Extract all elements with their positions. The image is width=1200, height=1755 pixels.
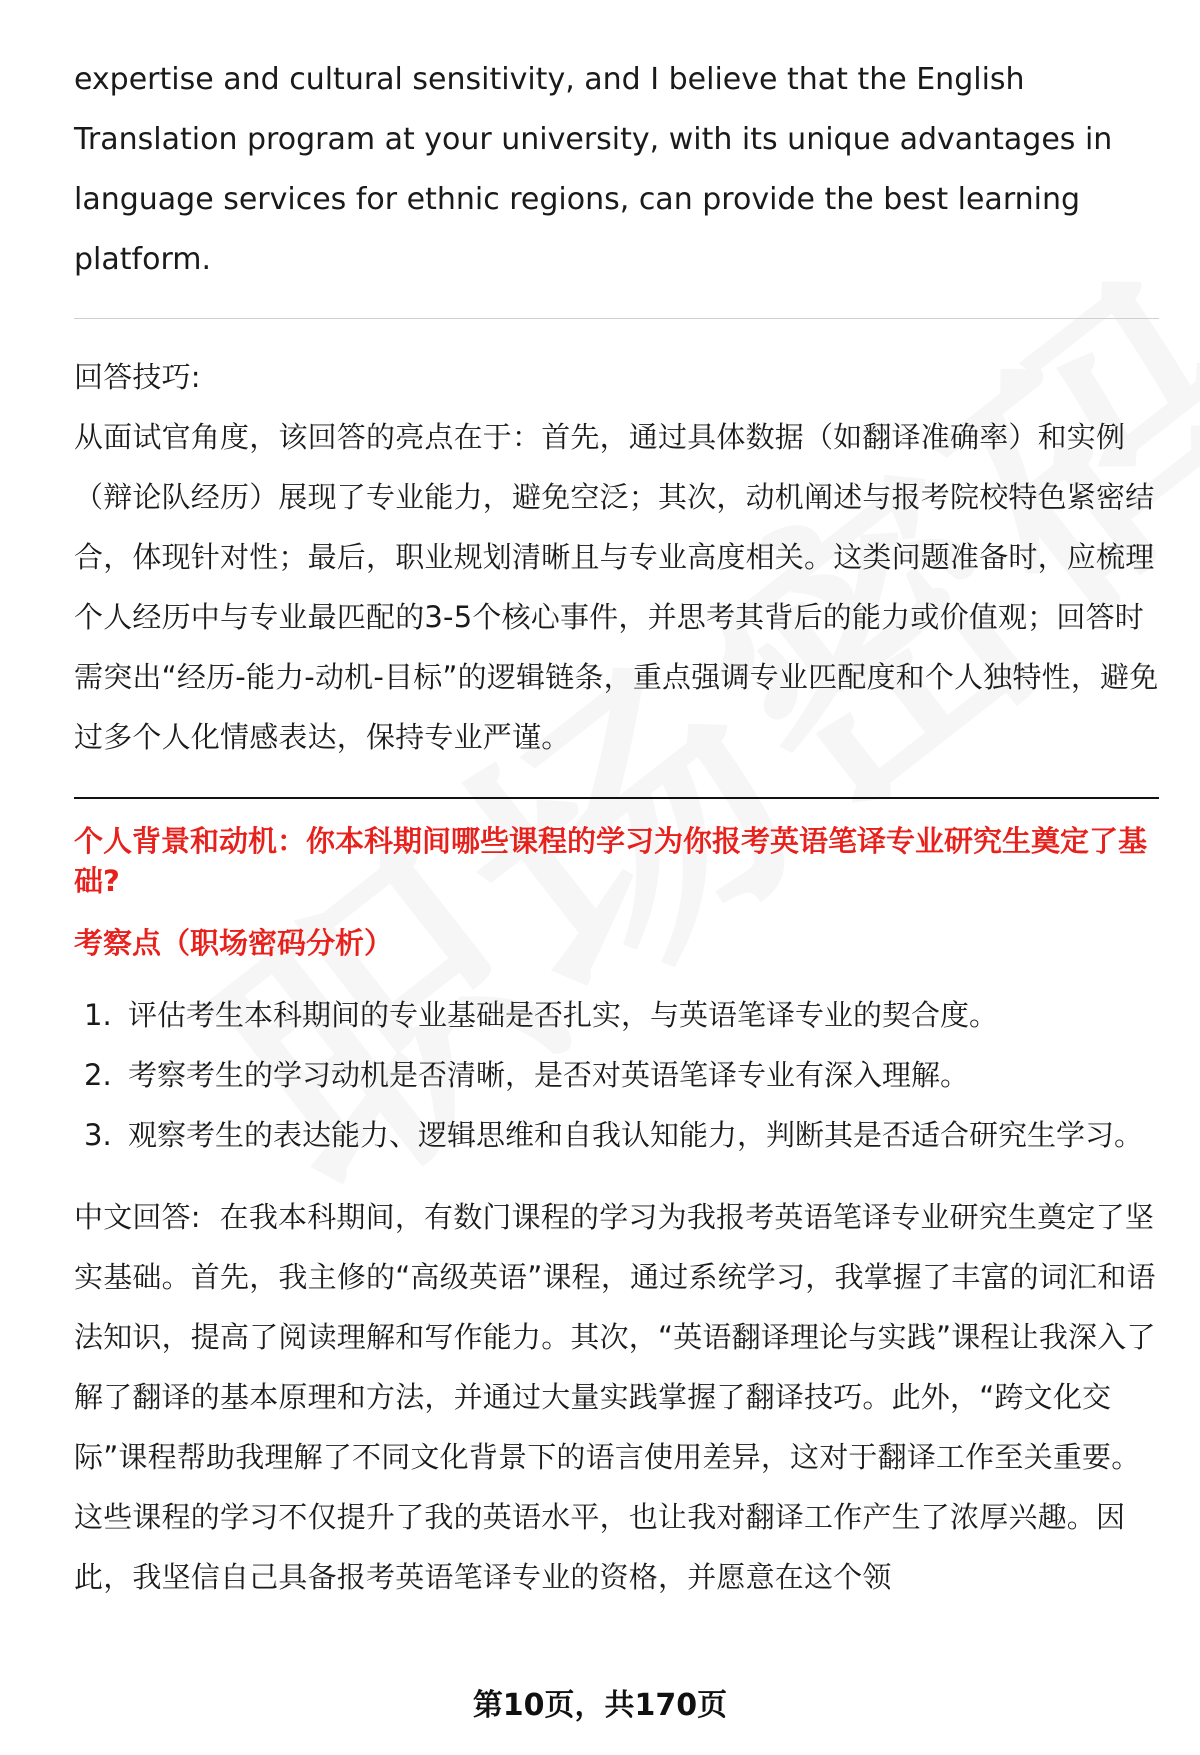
list-number: 2. — [84, 1058, 112, 1092]
english-paragraph: expertise and cultural sensitivity, and I believe that the English Translation program at your university, with its unique advantages in language services for ethnic regions, can provide the best learning platform. — [74, 62, 1113, 277]
list-text: 评估考生本科期间的专业基础是否扎实，与英语笔译专业的契合度。 — [128, 998, 999, 1032]
divider-dark — [74, 797, 1159, 799]
page-number: 第10页，共170页 — [472, 1688, 728, 1723]
chinese-answer-body: 在我本科期间，有数门课程的学习为我报考英语笔译专业研究生奠定了坚实基础。首先，我主修的“高级英语”课程，通过系统学习，我掌握了丰富的词汇和语法知识，提高了阅读理解和写作能力。其次，“英语翻译理论与实践”课程让我深入了解了翻译的基本原理和方法，并通过大量实践掌握了翻译技巧。此外，“跨文化交际”课程帮助我理解了不同文化背景下的语言使用差异，这对于翻译工作至关重要。这些课程的学习不仅提升了我的英语水平，也让我对翻译工作产生了浓厚兴趣。因此，我坚信自己具备报考英语笔译专业的资格，并愿意在这个领 — [74, 1200, 1156, 1594]
assessment-subheading: 考察点（职场密码分析） — [74, 926, 394, 960]
divider-light — [74, 318, 1159, 319]
assessment-points — [74, 985, 1159, 1165]
tips-body: 从面试官角度，该回答的亮点在于：首先，通过具体数据（如翻译准确率）和实例（辩论队经历）展现了专业能力，避免空泛；其次，动机阐述与报考院校特色紧密结合，体现针对性；最后，职业规划清晰且与专业高度相关。这类问题准备时，应梳理个人经历中与专业最匹配的3-5个核心事件，并思考其背后的能力或价值观；回答时需突出“经历-能力-动机-目标”的逻辑链条，重点强调专业匹配度和个人独特性，避免过多个人化情感表达，保持专业严谨。 — [74, 420, 1159, 754]
list-item — [74, 1105, 1159, 1165]
tips-label: 回答技巧: — [74, 360, 201, 394]
list-item — [74, 1045, 1159, 1105]
list-number: 1. — [84, 998, 112, 1032]
question-title: 个人背景和动机：你本科期间哪些课程的学习为你报考英语笔译专业研究生奠定了基础? — [74, 824, 1148, 898]
chinese-answer — [74, 1187, 1159, 1607]
document-body — [74, 50, 1159, 1607]
list-text: 考察考生的学习动机是否清晰，是否对英语笔译专业有深入理解。 — [128, 1058, 970, 1092]
list-text: 观察考生的表达能力、逻辑思维和自我认知能力，判断其是否适合研究生学习。 — [128, 1118, 1144, 1152]
list-number: 3. — [84, 1118, 112, 1152]
chinese-answer-label: 中文回答: — [74, 1200, 201, 1234]
list-item — [74, 985, 1159, 1045]
